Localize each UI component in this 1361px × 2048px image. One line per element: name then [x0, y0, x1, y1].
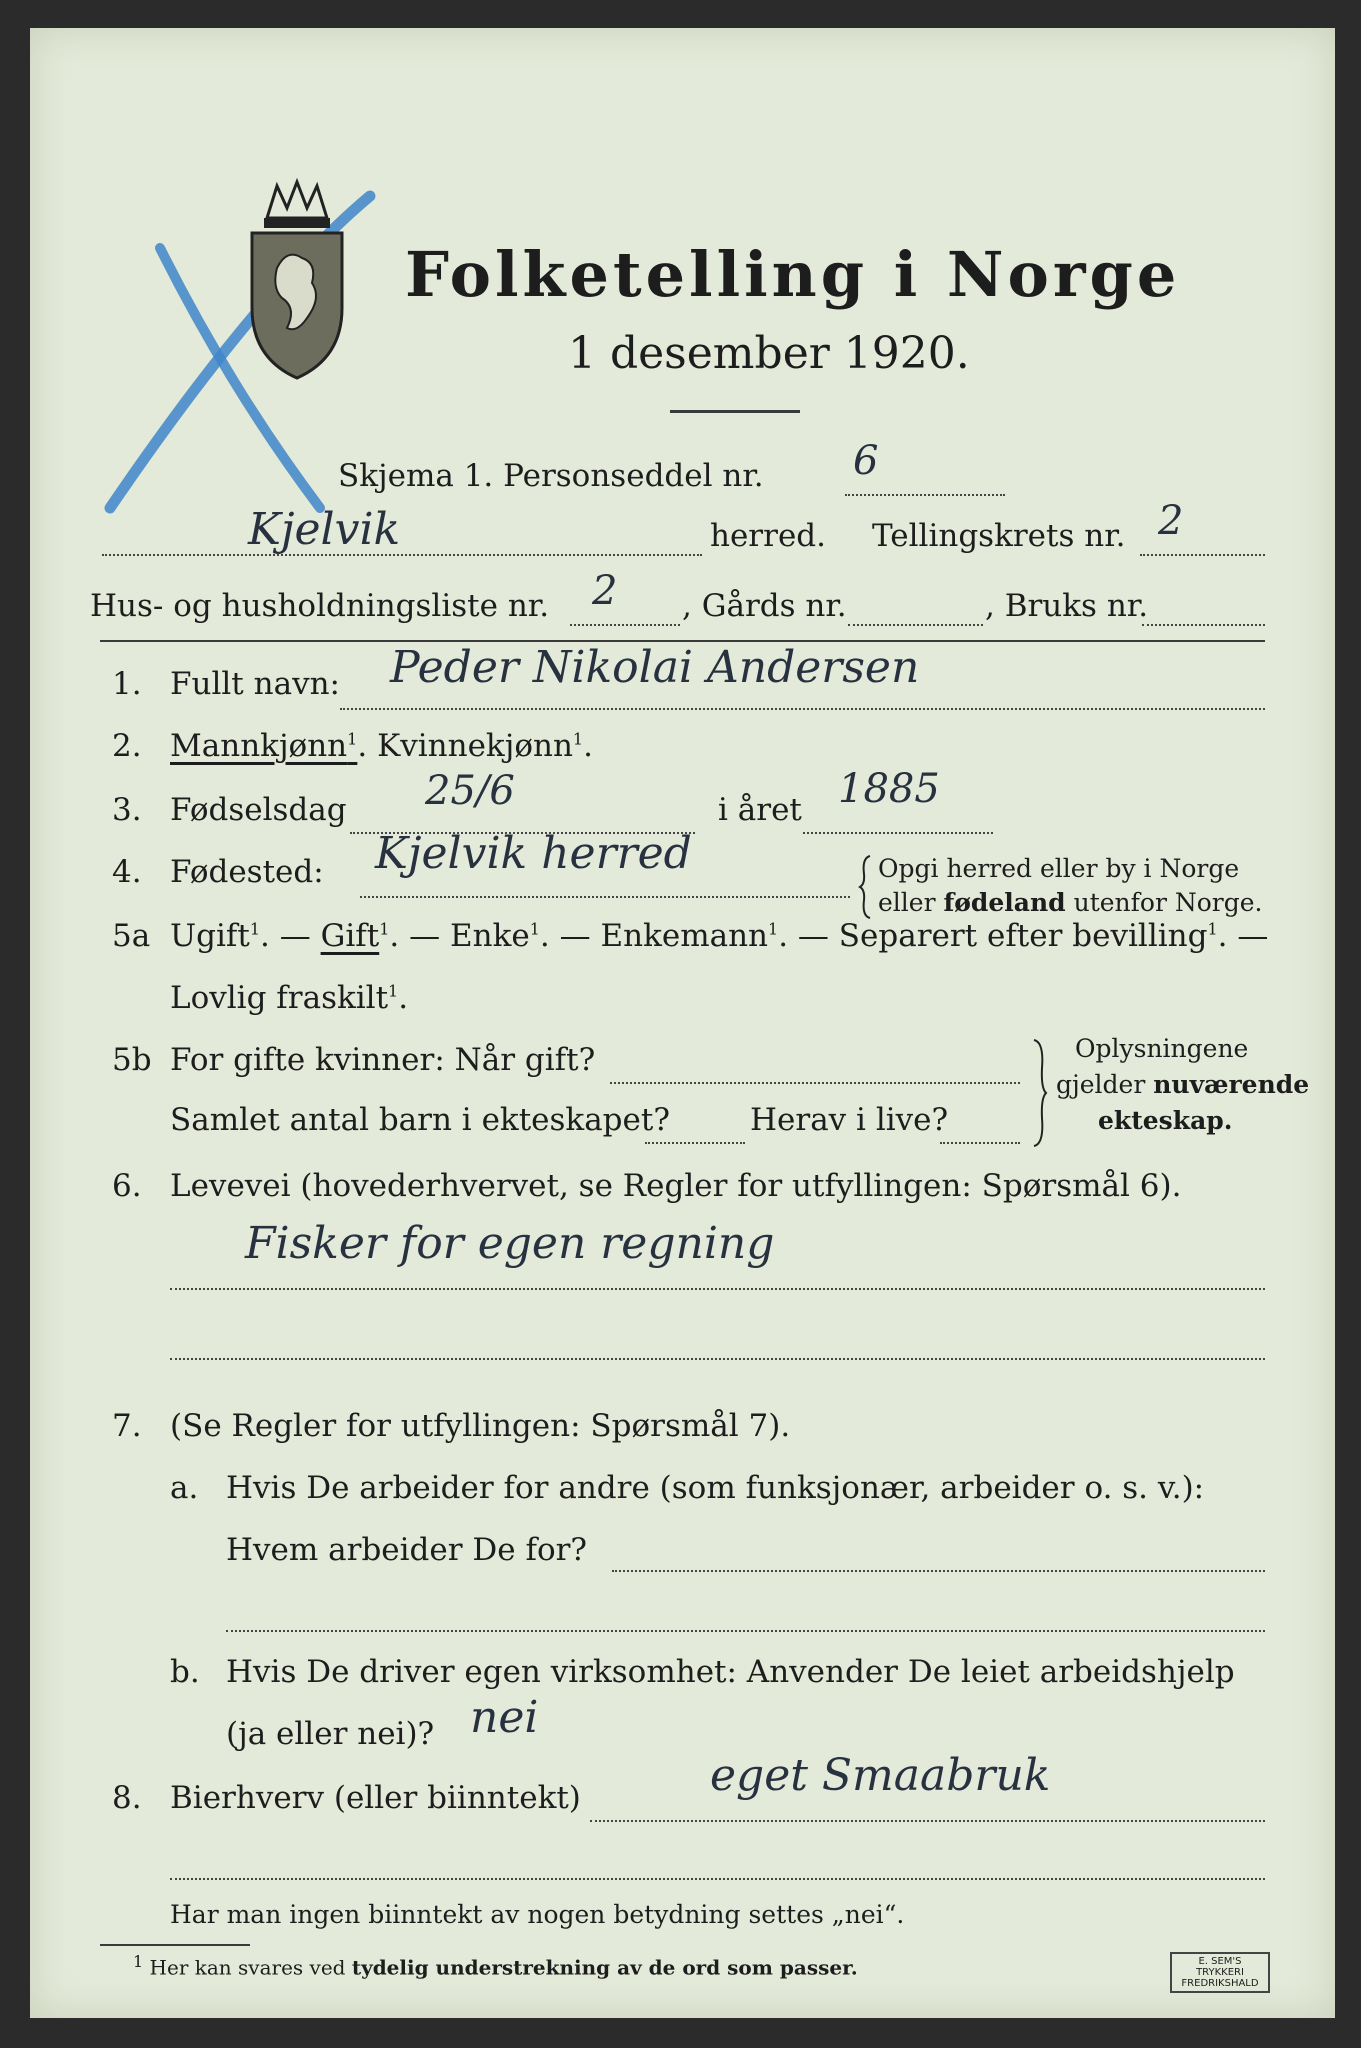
female-option: Kvinnekjønn$^1$.: [377, 728, 593, 764]
birth-year-line: [803, 832, 993, 834]
side-income-label: Bierhverv (eller biinntekt): [170, 1780, 581, 1816]
birthplace-brace-icon: [858, 854, 874, 920]
q1-label: Fullt navn:: [170, 666, 340, 702]
q7a-text: Hvis De arbeider for andre (som funksjonær, arbeider o. s. v.):: [226, 1470, 1205, 1506]
tellingskrets-value: 2: [1158, 498, 1184, 544]
birthplace-line: [360, 896, 850, 898]
footnote: $^1$ Her kan svares ved tydelig understrekning av de ord som passer.: [133, 1952, 858, 1980]
full-name-line: [340, 708, 1265, 710]
bruks-line: [1142, 624, 1265, 626]
q7a-letter: a.: [170, 1470, 199, 1506]
children-alive-line: [940, 1142, 1020, 1144]
separert-option: Separert efter bevilling$^1$. —: [838, 918, 1269, 954]
children-line: [645, 1142, 745, 1144]
birth-day-value: 25/6: [425, 768, 515, 814]
occupation-value: Fisker for egen regning: [245, 1218, 775, 1269]
q5a-number: 5a: [112, 918, 151, 954]
children-alive-label: Herav i live?: [750, 1102, 949, 1138]
census-form-sheet: [30, 28, 1335, 2018]
title-divider: [670, 410, 800, 413]
hus-line: [570, 624, 680, 626]
side-income-line-1: [590, 1820, 1265, 1822]
year-label: i året: [718, 792, 802, 828]
enkemann-option: Enkemann$^1$. —: [600, 918, 829, 954]
employer-line-1: [612, 1570, 1265, 1572]
gift-option: Gift$^1$. —: [320, 918, 441, 954]
side-income-value: eget Smaabruk: [710, 1750, 1051, 1801]
birth-year-value: 1885: [838, 766, 940, 812]
q7b-letter: b.: [170, 1654, 200, 1690]
q4-label: Fødested:: [170, 854, 324, 890]
marriage-note-1: Oplysningene: [1075, 1034, 1249, 1063]
birthplace-note-2: eller fødeland utenfor Norge.: [878, 888, 1263, 917]
birthplace-value: Kjelvik herred: [375, 828, 692, 879]
male-option: Mannkjønn$^1$: [170, 728, 358, 764]
q3-label: Fødselsdag: [170, 792, 347, 828]
employer-line-2: [226, 1630, 1265, 1632]
ugift-option: Ugift$^1$. —: [170, 918, 311, 954]
bruks-label: , Bruks nr.: [985, 588, 1149, 624]
skjema-label: Skjema 1. Personseddel nr.: [338, 458, 764, 494]
occupation-line-1: [170, 1288, 1265, 1290]
birthplace-note-1: Opgi herred eller by i Norge: [878, 854, 1240, 883]
printer-stamp: E. SEM'S TRYKKERI FREDRIKSHALD: [1170, 1952, 1270, 1993]
footnote-divider: [100, 1944, 250, 1946]
form-title: Folketelling i Norge: [405, 238, 1181, 311]
herred-value: Kjelvik: [248, 504, 401, 555]
enke-option: Enke$^1$. —: [449, 918, 591, 954]
hired-help-label: (ja eller nei)?: [226, 1716, 435, 1752]
occupation-line-2: [170, 1358, 1265, 1360]
married-when-line: [610, 1082, 1020, 1084]
census-date: 1 desember 1920.: [568, 328, 970, 379]
hus-label: Hus- og husholdningsliste nr.: [90, 588, 550, 624]
hired-help-value: nei: [470, 1692, 539, 1743]
q3-number: 3.: [112, 792, 142, 828]
q1-number: 1.: [112, 666, 142, 702]
fraskilt-option: Lovlig fraskilt$^1$.: [170, 980, 409, 1016]
married-when-label: For gifte kvinner: Når gift?: [170, 1042, 596, 1078]
q2-options: Mannkjønn$^1$. Kvinnekjønn$^1$.: [170, 728, 593, 764]
q7-label: (Se Regler for utfyllingen: Spørsmål 7).: [170, 1408, 791, 1444]
q5b-number: 5b: [112, 1042, 152, 1078]
occupation-label: Levevei (hovederhvervet, se Regler for utfyllingen: Spørsmål 6).: [170, 1168, 1182, 1204]
gards-label: , Gårds nr.: [682, 588, 847, 624]
full-name-value: Peder Nikolai Andersen: [390, 642, 920, 693]
tellingskrets-label: Tellingskrets nr.: [872, 518, 1126, 554]
personseddel-line: [845, 494, 1005, 496]
q8-number: 8.: [112, 1780, 142, 1816]
gards-line: [848, 624, 983, 626]
side-income-line-2: [170, 1878, 1265, 1880]
q6-number: 6.: [112, 1168, 142, 1204]
q5a-options: [170, 918, 1268, 954]
no-income-note: Har man ingen biinntekt av nogen betydning settes „nei“.: [170, 1900, 905, 1929]
marriage-brace-icon: [1030, 1038, 1048, 1148]
personseddel-value: 6: [853, 438, 879, 484]
q7-number: 7.: [112, 1408, 142, 1444]
norway-coat-of-arms-icon: [242, 178, 352, 383]
employer-label: Hvem arbeider De for?: [226, 1532, 588, 1568]
marriage-note-2: gjelder nuværende: [1056, 1070, 1310, 1099]
tellingskrets-line: [1140, 554, 1265, 556]
herred-label: herred.: [710, 518, 826, 554]
marriage-note-3: ekteskap.: [1098, 1106, 1233, 1135]
hus-value: 2: [592, 568, 618, 614]
children-label: Samlet antal barn i ekteskapet?: [170, 1102, 670, 1138]
herred-line: [102, 554, 702, 556]
q4-number: 4.: [112, 854, 142, 890]
q7b-text: Hvis De driver egen virksomhet: Anvender De leiet arbeidshjelp: [226, 1654, 1235, 1690]
q2-number: 2.: [112, 728, 142, 764]
